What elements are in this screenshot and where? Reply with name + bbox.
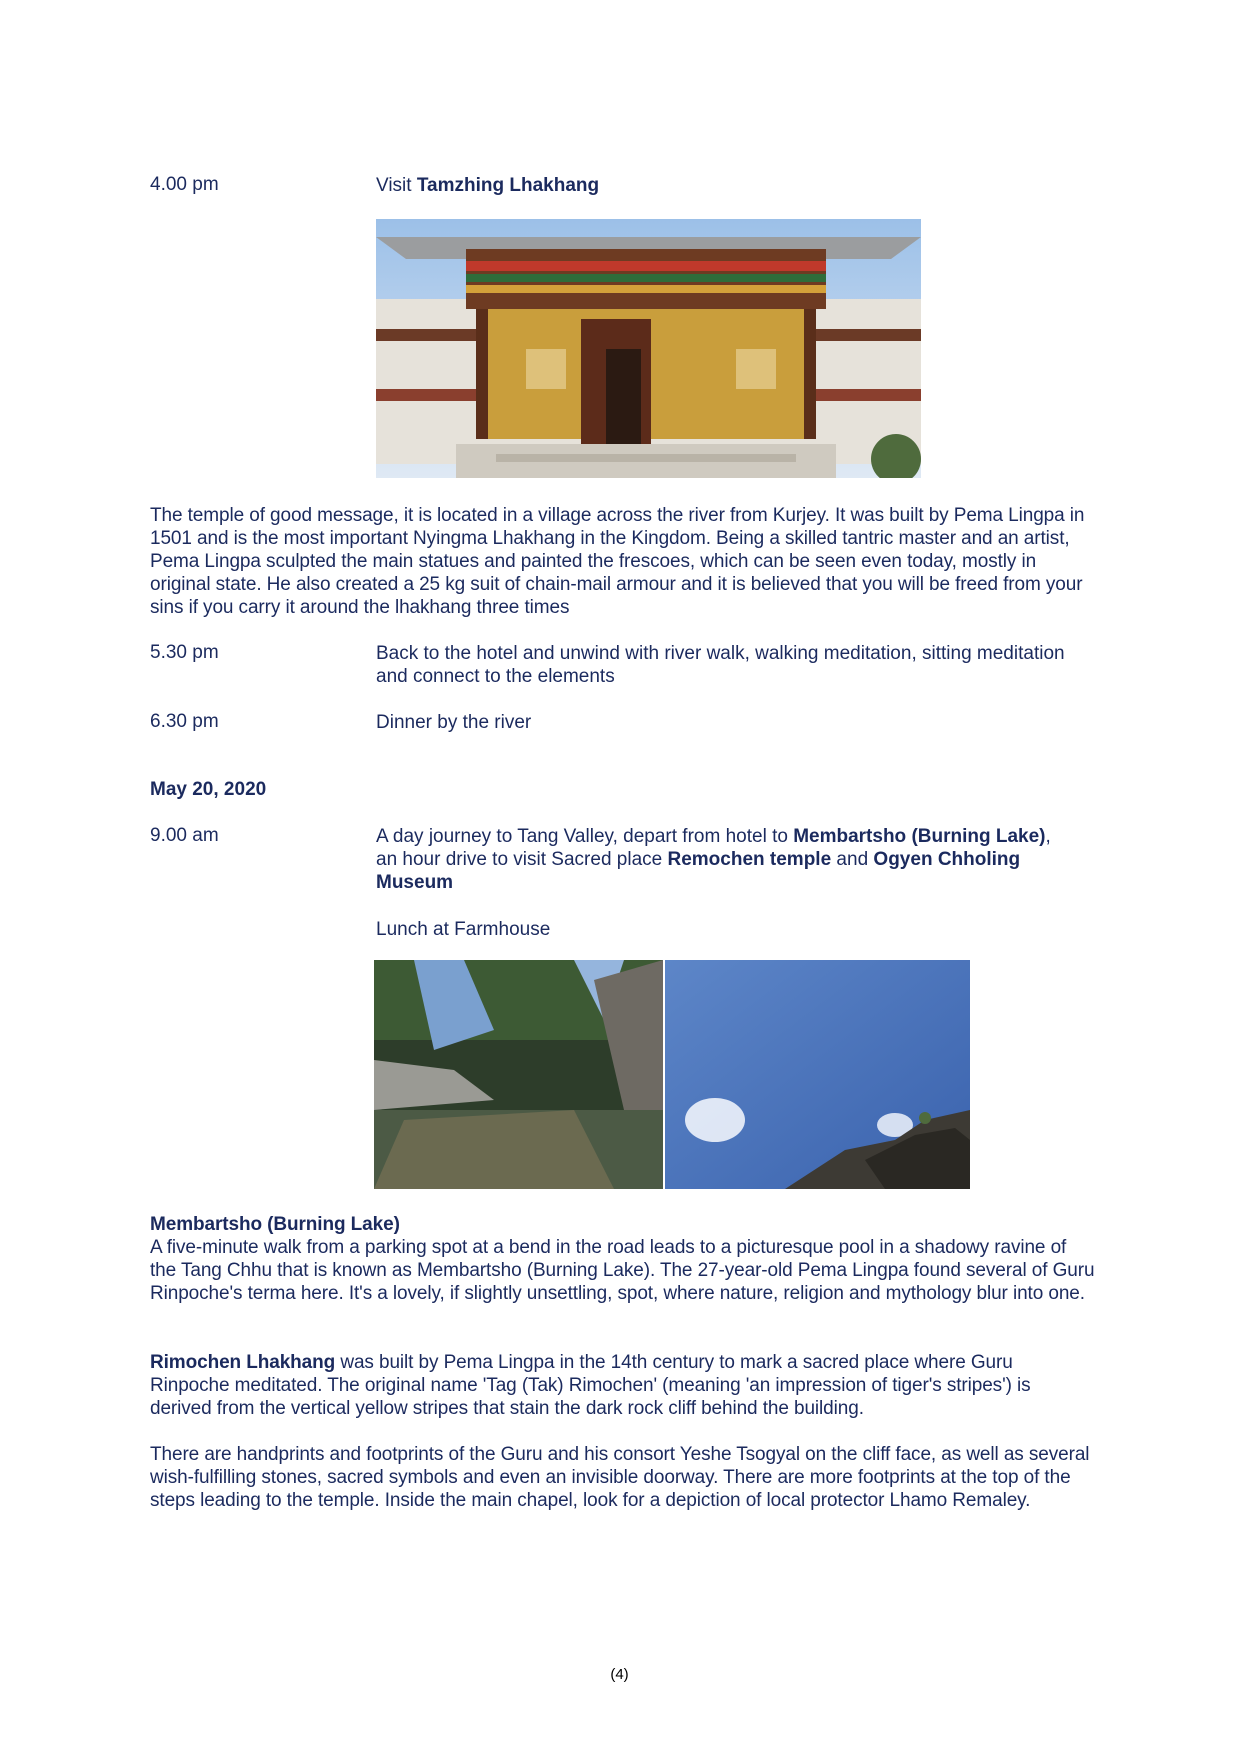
- rimochen-text: was built by Pema Lingpa in the 14th century to mark a sacred place where Guru Rinpoche meditated. The original name 'Tag (Tak) Rimochen' (meaning 'an impression of tiger's stripes') is derived from the vertical yellow stripes that stain the dark rock cliff behind the building.: [150, 1352, 1031, 1419]
- tamzhing-temple-photo: [376, 219, 921, 478]
- schedule-entry: [376, 174, 1076, 197]
- entry-text: Visit: [376, 175, 417, 196]
- entry-bold: Membartsho (Burning Lake): [793, 826, 1046, 847]
- membartsho-heading: Membartsho (Burning Lake): [150, 1214, 400, 1235]
- entry-text: A day journey to Tang Valley, depart from hotel to: [376, 826, 794, 847]
- date-heading: May 20, 2020: [150, 779, 267, 800]
- entry-bold: Remochen temple: [667, 849, 832, 870]
- entry-bold: Tamzhing Lhakhang: [416, 175, 600, 196]
- entry-text: , an hour drive to visit Sacred place: [376, 826, 1051, 870]
- time-label: 5.30 pm: [150, 642, 219, 663]
- sky-cliff-photo: [665, 960, 970, 1189]
- rimochen-bold: Rimochen Lhakhang: [150, 1352, 336, 1373]
- page-number: (4): [610, 1666, 629, 1683]
- time-label: 4.00 pm: [150, 174, 219, 195]
- rimochen-description: [150, 1351, 1095, 1420]
- tamzhing-description: The temple of good message, it is located in a village across the river from Kurjey. It was built by Pema Lingpa in 1501 and is the most important Nyingma Lhakhang in the Kingdom. Being a skilled tantric master and an artist, Pema Lingpa sculpted the main statues and painted the frescoes, which can be seen even today, mostly in original state. He also created a 25 kg suit of chain-mail armour and it is believed that you will be freed from your sins if you carry it around the lhakhang three times: [150, 505, 1085, 618]
- handprints-description: There are handprints and footprints of the Guru and his consort Yeshe Tsogyal on the cliff face, as well as several wish-fulfilling stones, sacred symbols and even an invisible doorway. There are more footprints at the top of the steps leading to the temple. Inside the main chapel, look for a depiction of local protector Lhamo Remaley.: [150, 1444, 1090, 1511]
- membartsho-description: A five-minute walk from a parking spot at a bend in the road leads to a picturesque pool in a shadowy ravine of the Tang Chhu that is known as Membartsho (Burning Lake). The 27-year-old Pema Lingpa found several of Guru Rinpoche's terma here. It's a lovely, if slightly unsettling, spot, where nature, religion and mythology blur into one.: [150, 1237, 1095, 1304]
- schedule-entry: Dinner by the river: [376, 712, 532, 733]
- time-label: 9.00 am: [150, 825, 219, 846]
- schedule-entry: Back to the hotel and unwind with river walk, walking meditation, sitting meditation and connect to the elements: [376, 643, 1065, 687]
- entry-bold: Ogyen Chholing Museum: [376, 849, 1021, 893]
- burning-lake-photo: [374, 960, 663, 1189]
- entry-text: and: [831, 849, 874, 870]
- lunch-note: Lunch at Farmhouse: [376, 919, 551, 940]
- schedule-entry: [376, 825, 1076, 894]
- time-label: 6.30 pm: [150, 711, 219, 732]
